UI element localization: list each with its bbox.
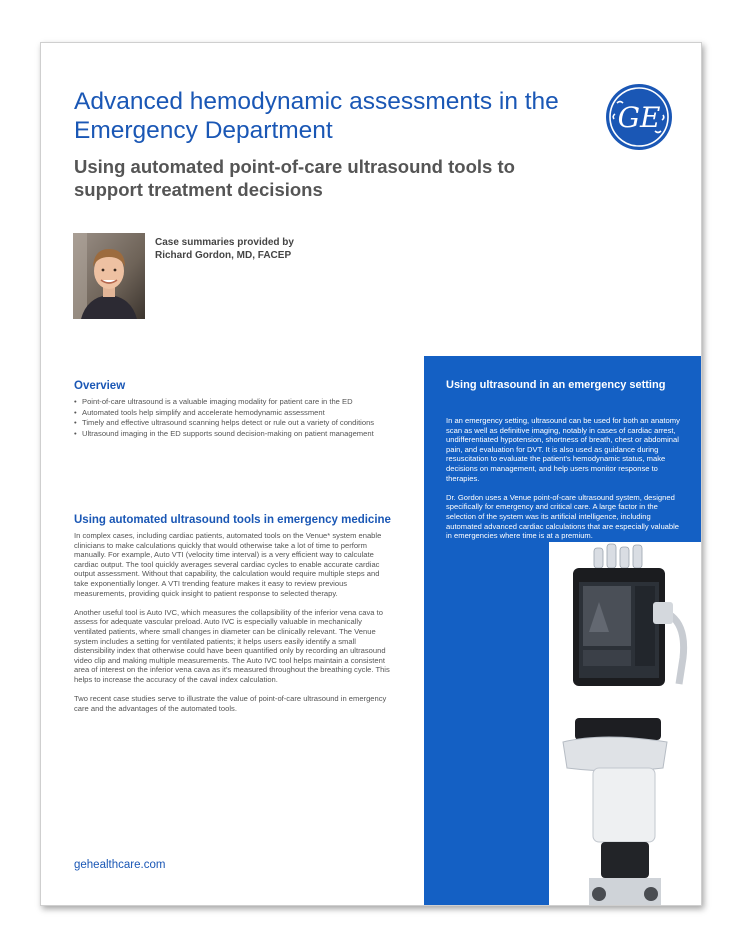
overview-list xyxy=(74,397,394,438)
tools-paragraph: In complex cases, including cardiac patients, automated tools on the Venue* system enable clinicians to make calculations quickly that would otherwise take a lot of time to perform manually. For example, Auto VTI (velocity time interval) is a very efficient way to calculate cardiac output. The tool quickly averages several cardiac cycles to enable accurate cardiac output assessment. Without that capability, the calculation would require multiple steps and take exponentially longer. A VTI trending feature makes it easy to review previous measurements, providing quick insight to patient response to selected therapy. xyxy=(74,531,382,598)
svg-text:GE: GE xyxy=(617,101,661,134)
page-subtitle: Using automated point-of-care ultrasound tools to support treatment decisions xyxy=(74,156,515,200)
tools-paragraph: Two recent case studies serve to illustrate the value of point-of-care ultrasound in emergency care and the advantages of the automated tools. xyxy=(74,694,387,713)
list-item: • Ultrasound imaging in the ED supports sound decision-making on patient management xyxy=(74,429,394,439)
sidebar-text xyxy=(446,416,681,550)
byline-intro: Case summaries provided by xyxy=(155,237,294,248)
ge-logo xyxy=(605,83,673,151)
list-item: • Automated tools help simplify and accelerate hemodynamic assessment xyxy=(74,408,394,418)
list-item: • Timely and effective ultrasound scanning helps detect or rule out a variety of conditions xyxy=(74,418,394,428)
sidebar-paragraph: In an emergency setting, ultrasound can be used for both an anatomy scan as well as definitive imaging, notably in cases of cardiac arrest, undifferentiated hypotension, shortness of breath, chest or abdominal pain, and evaluation for DVT. It is also used as guidance during resuscitation to evaluate the patient's hemodynamic status, make decisions on management, and help users monitor response to therapies. xyxy=(446,416,680,483)
overview-section xyxy=(74,379,394,439)
author-photo xyxy=(73,233,145,319)
tools-heading: Using automated ultrasound tools in emergency medicine xyxy=(74,514,391,526)
overview-heading: Overview xyxy=(74,380,126,392)
document-page xyxy=(40,42,702,906)
sidebar-panel xyxy=(424,356,701,905)
sidebar-paragraph-text: Dr. Gordon uses a Venue point-of-care ultrasound system, designed specifically for emergency and critical care. A large factor in the selection of the system was its artificial intelligence, including automated advanced cardiac calculations that are especially valuable in emergencies where time is at a premium. xyxy=(446,492,680,541)
byline-author: Richard Gordon, MD, FACEP xyxy=(155,250,292,261)
ultrasound-device-image xyxy=(549,542,701,905)
sidebar-heading: Using ultrasound in an emergency setting xyxy=(446,379,666,391)
sidebar-paragraph xyxy=(446,493,681,541)
website-link[interactable]: gehealthcare.com xyxy=(74,859,166,871)
page-title: Advanced hemodynamic assessments in the Emergency Department xyxy=(74,88,559,144)
tools-section xyxy=(74,513,394,723)
list-item: • Point-of-care ultrasound is a valuable imaging modality for patient care in the ED xyxy=(74,397,394,407)
author-byline xyxy=(155,236,375,262)
tools-paragraph: Another useful tool is Auto IVC, which measures the collapsibility of the inferior vena cava to assess for adequate vascular preload. Auto IVC is especially valuable in mechanically ventilated patients, where small changes in diameter can be clinically relevant. The Venue system includes a setting for ventilated patients; it helps users easily identify a small distensibility index that otherwise could have been quantified only by recording an ultrasound video clip and making multiple measurements. The Auto IVC tool helps maintain a consistent area of interest on the inferior vena cava as it's measured throughout the breathing cycle. This helps to increase the accuracy of the caval index calculation. xyxy=(74,607,390,684)
